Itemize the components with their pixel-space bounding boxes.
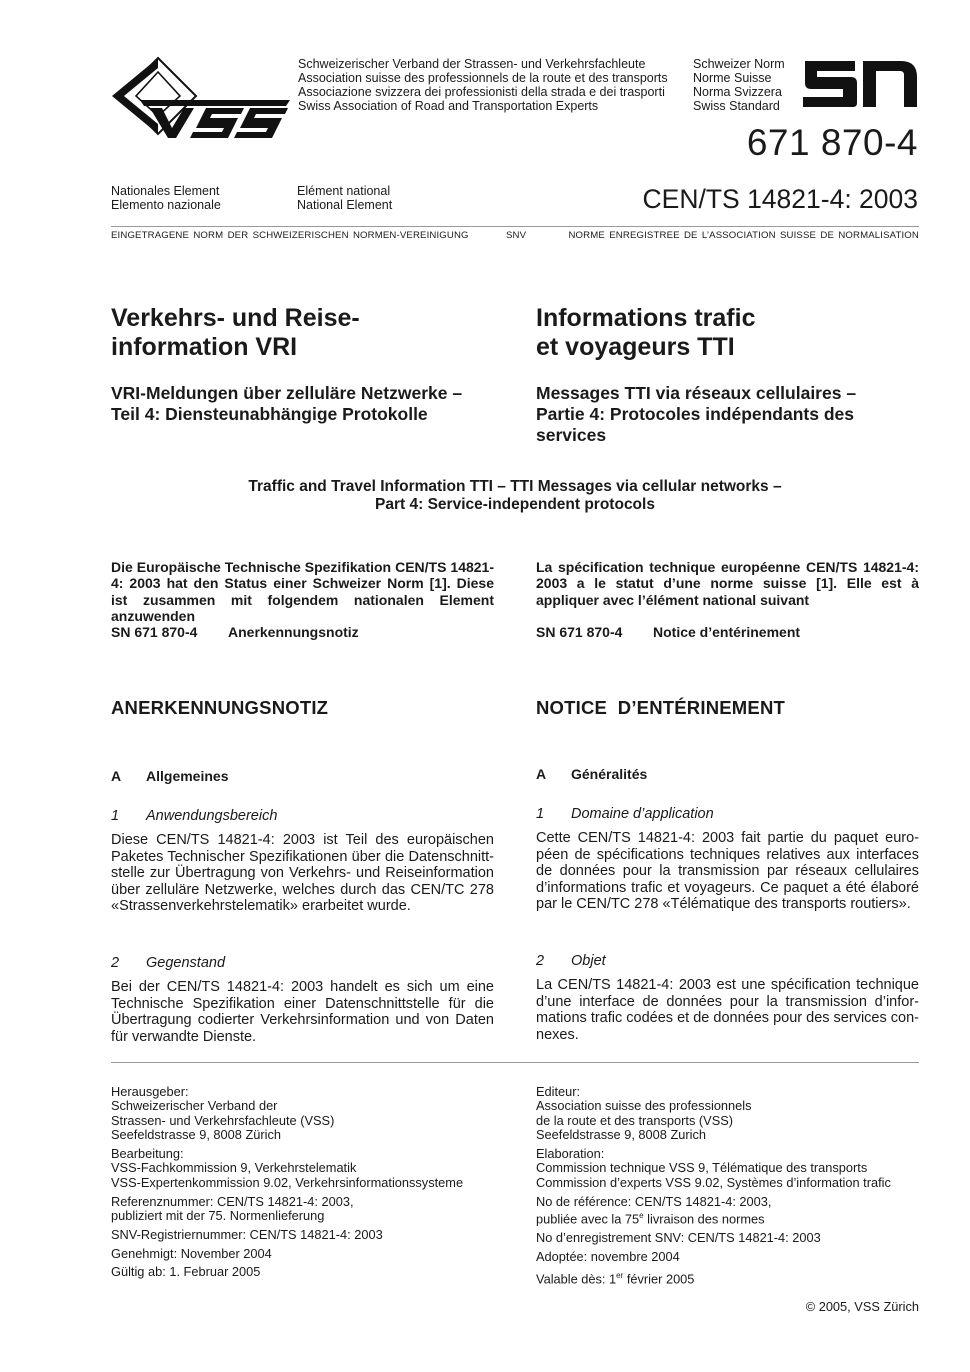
vss-logo-graphic xyxy=(110,56,292,140)
norm-type-de: Schweizer Norm xyxy=(693,57,785,71)
subsection-a-fr xyxy=(536,766,647,782)
national-element-right xyxy=(297,184,392,212)
org-name-en: Swiss Association of Road and Transportation Experts xyxy=(298,99,599,113)
title-en xyxy=(111,478,919,514)
title-de-line-1: Verkehrs- und Reise- xyxy=(111,304,360,332)
cen-reference: CEN/TS 14821-4: 2003 xyxy=(642,184,918,214)
clause-1-fr-heading xyxy=(536,806,714,822)
organisation-names xyxy=(298,57,668,113)
subtitle-fr-line-3: services xyxy=(536,425,607,445)
imprint-fr-editing-line: Commission d’experts VSS 9.02, Systèmes d’information trafic xyxy=(536,1174,891,1190)
imprint-fr-reference-pre: publiée avec la 75 xyxy=(536,1211,640,1227)
registry-left: EINGETRAGENE NORM DER SCHWEIZERISCHEN NORMEN-VEREINIGUNG xyxy=(111,230,469,241)
national-element-en: National Element xyxy=(297,198,393,212)
imprint-de-publisher-line: Schweizerischer Verband der xyxy=(111,1098,278,1114)
org-name-fr: Association suisse des professionnels de la route et des transports xyxy=(298,71,668,85)
imprint-fr-registration-text: No d’enregistrement SNV: CEN/TS 14821-4: 2003 xyxy=(536,1230,821,1246)
imprint-de-editing-line: VSS-Expertenkommission 9.02, Verkehrsinformationssysteme xyxy=(111,1174,464,1190)
intro-de-ref-number: SN 671 870-4 xyxy=(111,624,198,640)
subtitle-fr xyxy=(536,383,856,446)
sn-mark xyxy=(803,57,919,109)
national-element-it: Elemento nazionale xyxy=(111,198,221,212)
norm-number: 671 870-4 xyxy=(746,122,918,163)
sn-mark-graphic xyxy=(803,57,919,109)
clause-2-de-heading xyxy=(111,955,225,971)
imprint-de-approved xyxy=(111,1247,511,1261)
intro-fr-ref-name: Notice d’entérinement xyxy=(653,624,801,640)
section-heading-de: ANERKENNUNGSNOTIZ xyxy=(111,697,329,718)
imprint-de-publisher-address: Seefeldstrasse 9, 8008 Zürich xyxy=(111,1127,282,1143)
imprint-fr-valid-pre: Valable dès: 1 xyxy=(536,1270,617,1286)
registry-middle: SNV xyxy=(506,230,527,241)
subsection-a-fr-letter: A xyxy=(536,766,547,782)
intro-fr: La spécification technique européenne CEN/TS 14821-4: 2003 a le statut d’une norme suisse [1]. Elle est à appliquer avec l’élément national suivant xyxy=(536,559,919,608)
imprint-fr-reference-post: livraison des normes xyxy=(643,1211,765,1227)
subsection-a-de-letter: A xyxy=(111,768,122,784)
copyright: © 2005, VSS Zürich xyxy=(805,1299,919,1314)
subtitle-fr-line-2: Partie 4: Protocoles indépendants des xyxy=(536,404,854,424)
imprint-fr-adopted xyxy=(536,1250,919,1264)
national-element-fr: Elément national xyxy=(297,184,391,198)
imprint-de-approved-text: Genehmigt: November 2004 xyxy=(111,1245,272,1261)
imprint-de-editing-line: VSS-Fachkommission 9, Verkehrstelematik xyxy=(111,1160,357,1176)
imprint-de-publisher-label: Herausgeber: xyxy=(111,1084,189,1099)
title-fr-line-1: Informations trafic xyxy=(536,304,756,332)
subsection-a-fr-title: Généralités xyxy=(571,766,648,782)
norm-type-en: Swiss Standard xyxy=(693,99,780,113)
imprint-fr-publisher-line: Association suisse des professionnels xyxy=(536,1098,752,1114)
imprint-fr-publisher-line: de la route et des transports (VSS) xyxy=(536,1112,734,1128)
clause-1-de-heading xyxy=(111,808,277,824)
clause-1-de-text: Diese CEN/TS 14821-4: 2003 ist Teil des europäischen Paketes Technischer Spezifikationen über die Datenschnitt-stelle zur Übertragung von Verkehrs- und Reiseinformation über zelluläre Netzwerke, welches durch das CEN/TC 278 «Strassenverkehrstelematik» erarbeitet wurde. xyxy=(111,832,494,915)
title-fr-line-2: et voyageurs TTI xyxy=(536,333,735,361)
org-name-it: Associazione svizzera dei professionisti della strada e dei trasporti xyxy=(298,85,665,99)
subsection-a-de xyxy=(111,768,228,784)
national-element-de: Nationales Element xyxy=(111,184,220,198)
title-de xyxy=(111,304,360,362)
clause-2-fr-text: La CEN/TS 14821-4: 2003 est une spécification technique d’une interface de données pour la transmission d’infor-mations trafic codées et de données pour des services con-nexes. xyxy=(536,977,919,1043)
intro-de: Die Europäische Technische Spezifikation CEN/TS 14821-4: 2003 hat den Status einer Schweizer Norm [1]. Diese ist zusammen mit folgendem nationalen Element anzuwenden xyxy=(111,559,494,624)
imprint-fr-adopted-text: Adoptée: novembre 2004 xyxy=(536,1248,680,1264)
clause-1-de-number: 1 xyxy=(111,808,120,824)
imprint-fr-reference xyxy=(536,1195,919,1227)
registry-right: NORME ENREGISTREE DE L’ASSOCIATION SUISSE DE NORMALISATION xyxy=(568,230,919,241)
imprint-fr xyxy=(536,1085,919,1291)
imprint-fr-registration xyxy=(536,1231,919,1245)
clause-1-fr-text: Cette CEN/TS 14821-4: 2003 fait partie du paquet euro-péen de spécifications techniques relatives aux interfaces de données pour la transmission par réseaux cellulaires d’informations trafic et voyageurs. Ce paquet a été élaboré par le CEN/TC 278 «Télématique des transports routiers». xyxy=(536,830,919,913)
imprint-de xyxy=(111,1085,511,1284)
title-fr xyxy=(536,304,755,362)
subtitle-de-line-2: Teil 4: Diensteunabhängige Protokolle xyxy=(111,404,428,424)
vss-logo xyxy=(110,56,292,140)
imprint-de-registration xyxy=(111,1228,511,1242)
imprint-de-valid-text: Gültig ab: 1. Februar 2005 xyxy=(111,1264,261,1280)
imprint-de-valid xyxy=(111,1265,511,1279)
intro-fr-ref-number: SN 671 870-4 xyxy=(536,624,623,640)
title-en-line-2: Part 4: Service-independent protocols xyxy=(375,496,655,513)
imprint-fr-reference-line: No de référence: CEN/TS 14821-4: 2003, xyxy=(536,1193,772,1209)
imprint-fr-publisher-label: Editeur: xyxy=(536,1084,581,1099)
imprint-fr-editing-line: Commission technique VSS 9, Télématique des transports xyxy=(536,1160,868,1176)
imprint-de-reference-line: Referenznummer: CEN/TS 14821-4: 2003, xyxy=(111,1193,354,1209)
imprint-de-editing-label: Bearbeitung: xyxy=(111,1146,184,1162)
imprint-de-reference xyxy=(111,1195,511,1224)
clause-2-de-text: Bei der CEN/TS 14821-4: 2003 handelt es sich um eine Technische Spezifikation einer Datenschnittstelle für die Übertragung codierter Verkehrsinformation und von Daten für verwandte Dienste. xyxy=(111,979,494,1045)
imprint-de-publisher xyxy=(111,1085,511,1143)
subtitle-de-line-1: VRI-Meldungen über zelluläre Netzwerke – xyxy=(111,383,463,403)
header-rule xyxy=(111,226,919,227)
intro-de-ref-name: Anerkennungsnotiz xyxy=(228,624,359,640)
imprint-de-publisher-line: Strassen- und Verkehrsfachleute (VSS) xyxy=(111,1112,335,1128)
imprint-fr-publisher-address: Seefeldstrasse 9, 8008 Zurich xyxy=(536,1127,707,1143)
footer-rule xyxy=(111,1062,919,1063)
imprint-de-reference-line: publiziert mit der 75. Normenlieferung xyxy=(111,1208,325,1224)
imprint-de-registration-text: SNV-Registriernummer: CEN/TS 14821-4: 2003 xyxy=(111,1226,383,1242)
imprint-fr-publisher xyxy=(536,1085,919,1143)
imprint-fr-valid-sup: er xyxy=(616,1270,624,1280)
clause-1-fr-number: 1 xyxy=(536,806,545,822)
section-heading-fr: NOTICE D’ENTÉRINEMENT xyxy=(536,697,786,718)
clause-2-de-title: Gegenstand xyxy=(146,955,226,971)
subsection-a-de-title: Allgemeines xyxy=(146,768,229,784)
title-de-line-2: information VRI xyxy=(111,333,298,361)
imprint-fr-reference-line-2 xyxy=(536,1209,919,1227)
national-element-left xyxy=(111,184,221,212)
clause-1-fr-title: Domaine d’application xyxy=(571,806,714,822)
imprint-de-editing xyxy=(111,1147,511,1190)
norm-type-fr: Norme Suisse xyxy=(693,71,772,85)
clause-2-fr-heading xyxy=(536,953,606,969)
imprint-fr-valid-post: février 2005 xyxy=(623,1270,695,1286)
subtitle-fr-line-1: Messages TTI via réseaux cellulaires – xyxy=(536,383,857,403)
clause-2-fr-number: 2 xyxy=(536,953,545,969)
title-en-line-1: Traffic and Travel Information TTI – TTI Messages via cellular networks – xyxy=(248,478,782,495)
imprint-fr-reference-sup: e xyxy=(639,1211,644,1221)
subtitle-de xyxy=(111,383,462,425)
intro-de-reference xyxy=(111,624,494,640)
imprint-fr-valid xyxy=(536,1269,919,1287)
imprint-fr-valid-line xyxy=(536,1269,919,1287)
intro-fr-reference xyxy=(536,624,919,640)
clause-2-fr-title: Objet xyxy=(571,953,606,969)
imprint-fr-editing xyxy=(536,1147,919,1190)
clause-1-de-title: Anwendungsbereich xyxy=(146,808,278,824)
clause-2-de-number: 2 xyxy=(111,955,120,971)
norm-type-it: Norma Svizzera xyxy=(693,85,782,99)
imprint-fr-editing-label: Elaboration: xyxy=(536,1146,605,1162)
org-name-de: Schweizerischer Verband der Strassen- und Verkehrsfachleute xyxy=(298,57,646,71)
norm-type-labels xyxy=(693,57,785,113)
